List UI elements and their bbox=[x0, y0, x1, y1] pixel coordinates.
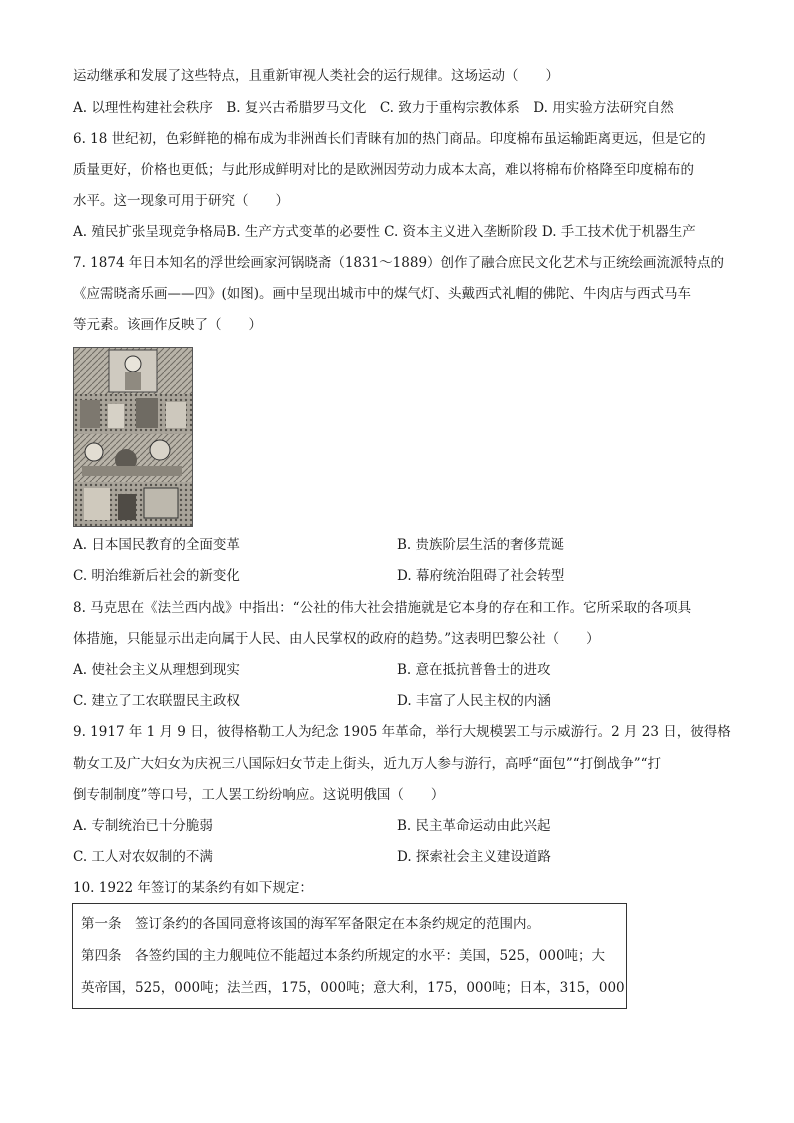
q5-options: A. 以理性构建社会秩序 B. 复兴古希腊罗马文化 C. 致力于重构宗教体系 D. 用实验方法研究自然 bbox=[73, 100, 674, 116]
q6-options: A. 殖民扩张呈现竞争格局B. 生产方式变革的必要性 C. 资本主义进入垄断阶段 D. 手工技术优于机器生产 bbox=[73, 224, 696, 240]
q6-stem-line2: 质量更好，价格也更低；与此形成鲜明对比的是欧洲因劳动力成本太高，难以将棉布价格降至印度棉布的 bbox=[73, 162, 694, 178]
treaty-article-4-line1: 第四条 各签约国的主力舰吨位不能超过本条约所规定的水平：美国，525，000吨；大 bbox=[81, 948, 606, 964]
q9-stem-line2: 勒女工及广大妇女为庆祝三八国际妇女节走上街头，近九万人参与游行，高呼“面包”“打倒战争”“打 bbox=[73, 756, 662, 772]
q6-stem-line3: 水平。这一现象可用于研究（ ） bbox=[73, 193, 289, 209]
q9-option-c: C. 工人对农奴制的不满 bbox=[73, 849, 213, 865]
q9-option-a: A. 专制统治已十分脆弱 bbox=[73, 818, 213, 834]
ukiyoe-painting-image bbox=[73, 347, 193, 527]
q6-stem-line1: 6. 18 世纪初，色彩鲜艳的棉布成为非洲酋长们青睐有加的热门商品。印度棉布虽运输距离更远，但是它的 bbox=[73, 131, 706, 147]
treaty-article-1: 第一条 签订条约的各国同意将该国的海军军备限定在本条约规定的范围内。 bbox=[81, 916, 540, 932]
q8-option-d: D. 丰富了人民主权的内涵 bbox=[397, 693, 551, 709]
q9-stem-line1: 9. 1917 年 1 月 9 日，彼得格勒工人为纪念 1905 年革命，举行大规模罢工与示威游行。2 月 23 日，彼得格 bbox=[73, 724, 731, 740]
q7-option-a: A. 日本国民教育的全面变革 bbox=[73, 537, 240, 553]
q7-option-d: D. 幕府统治阻碍了社会转型 bbox=[397, 568, 565, 584]
q9-stem-line3: 倒专制制度”等口号，工人罢工纷纷响应。这说明俄国（ ） bbox=[73, 787, 445, 803]
q7-stem-line2: 《应需晓斋乐画——四》(如图)。画中呈现出城市中的煤气灯、头戴西式礼帽的佛陀、牛肉店与西式马车 bbox=[73, 286, 692, 302]
q8-option-b: B. 意在抵抗普鲁士的进攻 bbox=[397, 662, 551, 678]
q8-option-a: A. 使社会主义从理想到现实 bbox=[73, 662, 240, 678]
q7-option-c: C. 明治维新后社会的新变化 bbox=[73, 568, 240, 584]
q7-stem-line3: 等元素。该画作反映了（ ） bbox=[73, 317, 262, 333]
q8-stem-line1: 8. 马克思在《法兰西内战》中指出：“公社的伟大社会措施就是它本身的存在和工作。它所采取的各项具 bbox=[73, 600, 692, 616]
painting-illustration bbox=[74, 348, 192, 526]
q9-option-d: D. 探索社会主义建设道路 bbox=[397, 849, 551, 865]
q8-stem-line2: 体措施，只能显示出走向属于人民、由人民掌权的政府的趋势。”这表明巴黎公社（ ） bbox=[73, 631, 600, 647]
q9-option-b: B. 民主革命运动由此兴起 bbox=[397, 818, 551, 834]
treaty-article-4-line2: 英帝国，525，000吨；法兰西，175，000吨；意大利，175，000吨；日本，315，000 bbox=[81, 980, 625, 996]
q5-stem-tail: 运动继承和发展了这些特点，且重新审视人类社会的运行规律。这场运动（ ） bbox=[73, 68, 559, 84]
q8-option-c: C. 建立了工农联盟民主政权 bbox=[73, 693, 240, 709]
treaty-excerpt-box bbox=[72, 903, 627, 1009]
q10-stem: 10. 1922 年签订的某条约有如下规定： bbox=[73, 880, 313, 896]
q7-stem-line1: 7. 1874 年日本知名的浮世绘画家河锅晓斋（1831～1889）创作了融合庶民文化艺术与正统绘画流派特点的 bbox=[73, 255, 725, 271]
q7-option-b: B. 贵族阶层生活的奢侈荒诞 bbox=[397, 537, 565, 553]
